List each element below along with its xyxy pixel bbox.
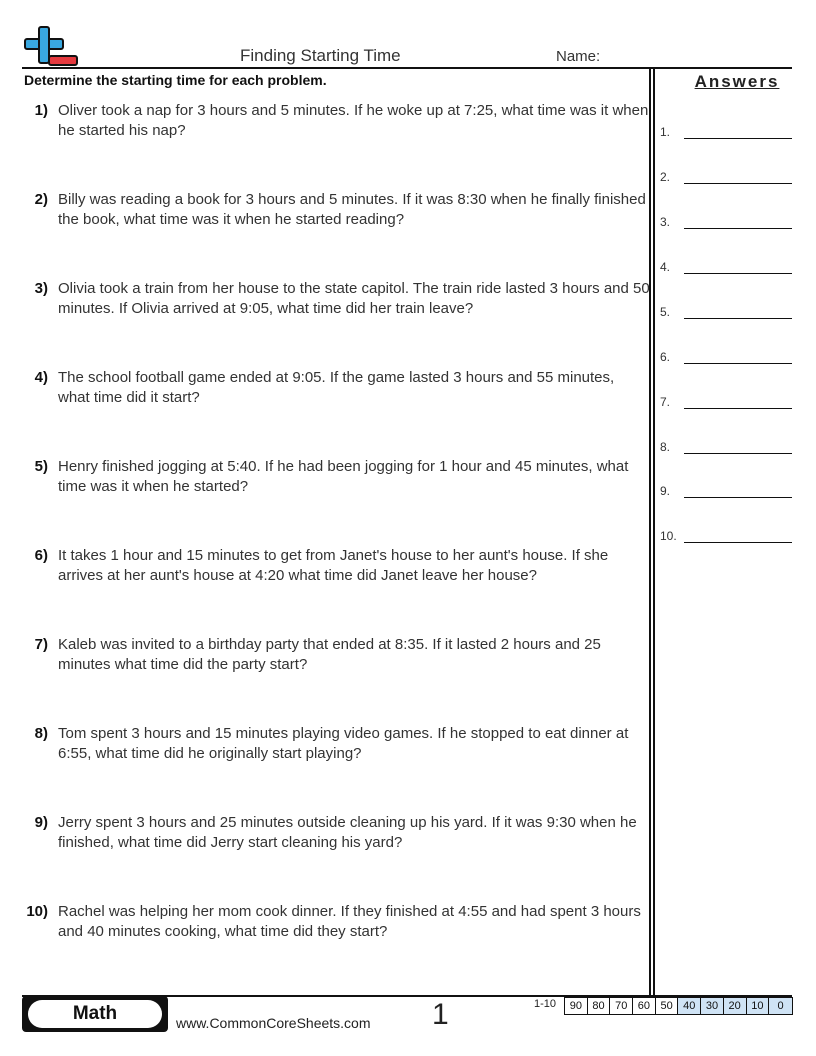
- answer-line[interactable]: [684, 183, 792, 184]
- problem-text: Olivia took a train from her house to the state capitol. The train ride lasted 3 hours and 50 minutes. If Olivia arrived at 9:05, what time did her train leave?: [58, 280, 650, 317]
- answer-row-2[interactable]: [660, 168, 792, 184]
- answer-number: 8.: [660, 440, 671, 454]
- problem-5: [24, 457, 650, 496]
- answer-line[interactable]: [684, 453, 792, 454]
- answer-number: 2.: [660, 170, 671, 184]
- problem-9: [24, 813, 650, 852]
- answer-row-8[interactable]: [660, 438, 792, 454]
- score-label: 1-10: [534, 998, 557, 1010]
- problem-2: [24, 190, 650, 229]
- problem-number: 7): [34, 636, 48, 653]
- problem-number: 8): [34, 725, 48, 742]
- score-cell: 80: [588, 998, 611, 1014]
- problem-text: The school football game ended at 9:05. If the game lasted 3 hours and 55 minutes, what time did it start?: [58, 369, 615, 406]
- problem-6: [24, 546, 650, 585]
- score-cell: 30: [701, 998, 724, 1014]
- answer-line[interactable]: [684, 497, 792, 498]
- problem-text: Kaleb was invited to a birthday party that ended at 8:35. If it lasted 2 hours and 25 minutes what time did the party start?: [58, 636, 601, 673]
- answer-row-1[interactable]: [660, 123, 792, 139]
- answer-line[interactable]: [684, 318, 792, 319]
- score-cell: 60: [633, 998, 656, 1014]
- problem-number: 2): [34, 191, 48, 208]
- score-cell: 20: [724, 998, 747, 1014]
- problem-7: [24, 635, 650, 674]
- answer-number: 7.: [660, 395, 671, 409]
- answer-row-9[interactable]: [660, 482, 792, 498]
- problem-text: Billy was reading a book for 3 hours and 5 minutes. If it was 8:30 when he finally finished the book, what time was it when he started reading?: [58, 191, 646, 228]
- problem-1: [24, 101, 650, 140]
- top-rule: [22, 67, 792, 69]
- score-cell: 70: [610, 998, 633, 1014]
- problem-text: Oliver took a nap for 3 hours and 5 minutes. If he woke up at 7:25, what time was it when he started his nap?: [58, 102, 649, 139]
- problem-number: 5): [34, 458, 48, 475]
- answer-number: 3.: [660, 215, 671, 229]
- page-title: Finding Starting Time: [240, 46, 401, 65]
- answer-line[interactable]: [684, 138, 792, 139]
- name-label: Name:: [556, 48, 601, 65]
- score-cell: 90: [565, 998, 588, 1014]
- problem-text: It takes 1 hour and 15 minutes to get from Janet's house to her aunt's house. If she arrives at her aunt's house at 4:20 what time did Janet leave her house?: [58, 547, 609, 584]
- instructions: Determine the starting time for each problem.: [24, 72, 327, 88]
- answer-line[interactable]: [684, 228, 792, 229]
- problem-number: 1): [34, 102, 48, 119]
- problem-number: 6): [34, 547, 48, 564]
- answer-line[interactable]: [684, 273, 792, 274]
- answer-number: 5.: [660, 305, 671, 319]
- answer-row-7[interactable]: [660, 393, 792, 409]
- answer-number: 6.: [660, 350, 671, 364]
- answer-row-5[interactable]: [660, 303, 792, 319]
- problem-text: Henry finished jogging at 5:40. If he had been jogging for 1 hour and 45 minutes, what time was it when he started?: [58, 458, 629, 495]
- answer-row-6[interactable]: [660, 348, 792, 364]
- answer-number: 9.: [660, 484, 671, 498]
- logo-icon: [22, 26, 80, 68]
- problem-10: [24, 902, 650, 941]
- score-cell: 0: [769, 998, 792, 1014]
- answer-line[interactable]: [684, 363, 792, 364]
- problem-number: 3): [34, 280, 48, 297]
- answer-line[interactable]: [684, 408, 792, 409]
- score-table: [564, 997, 793, 1015]
- score-cell: 40: [678, 998, 701, 1014]
- problem-8: [24, 724, 650, 763]
- answer-row-10[interactable]: [660, 527, 792, 543]
- answers-title: Answers: [694, 72, 780, 91]
- problem-number: 9): [34, 814, 48, 831]
- answer-row-4[interactable]: [660, 258, 792, 274]
- page-number: 1: [432, 998, 449, 1031]
- problem-4: [24, 368, 650, 407]
- subject-label: Math: [28, 1000, 162, 1028]
- score-cell: 50: [656, 998, 679, 1014]
- answer-row-3[interactable]: [660, 213, 792, 229]
- problem-number: 10): [26, 903, 48, 920]
- answer-number: 4.: [660, 260, 671, 274]
- problem-text: Rachel was helping her mom cook dinner. If they finished at 4:55 and had spent 3 hours and 40 minutes cooking, what time did they start?: [58, 903, 641, 940]
- problem-text: Jerry spent 3 hours and 25 minutes outside cleaning up his yard. If it was 9:30 when he finished, what time did Jerry start cleaning his yard?: [58, 814, 637, 851]
- subject-badge: [22, 996, 168, 1032]
- problem-3: [24, 279, 650, 318]
- problem-number: 4): [34, 369, 48, 386]
- answer-number: 1.: [660, 125, 671, 139]
- score-cell: 10: [747, 998, 770, 1014]
- answer-number: 10.: [660, 529, 677, 543]
- answer-line[interactable]: [684, 542, 792, 543]
- problem-text: Tom spent 3 hours and 15 minutes playing video games. If he stopped to eat dinner at 6:55, what time did he originally start playing?: [58, 725, 629, 762]
- website-url: www.CommonCoreSheets.com: [176, 1015, 371, 1031]
